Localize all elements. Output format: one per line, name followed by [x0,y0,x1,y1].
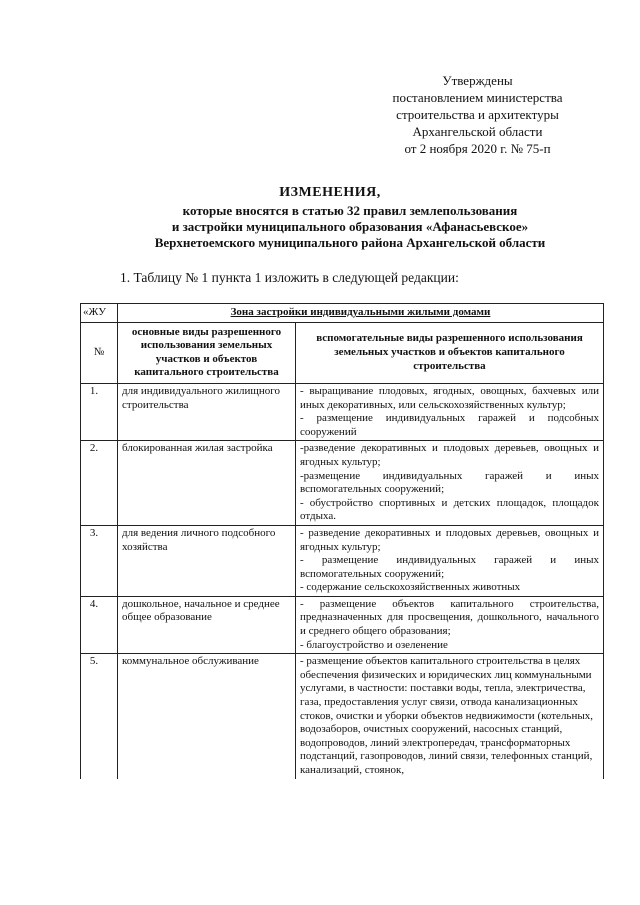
row-auxiliary-uses: - выращивание плодовых, ягодных, овощных, бахчевых или иных декоративных, или сельскохозяйственных культур; - размещение индивидуальных гаражей и подсобных сооружений [296,383,604,440]
row-main-use: дошкольное, начальное и среднее общее образование [118,596,296,653]
zone-header-row [81,304,604,323]
table-row [81,525,604,596]
column-header-row [81,322,604,383]
approval-line: постановлением министерства [392,90,563,105]
document-title: ИЗМЕНЕНИЯ, [279,185,381,200]
subtitle-line: которые вносятся в статью 32 правил землепользования [182,203,518,218]
subtitle-line: Верхнетоемского муниципального района Архангельской области [154,235,546,250]
zone-title: Зона застройки индивидуальными жилыми домами [118,304,604,323]
row-auxiliary-uses: - размещение объектов капитального строительства, предназначенных для просвещения, дошкольного, начального и среднего общего образования; - благоустройство и озеленение [296,596,604,653]
approval-line: Утверждены [442,73,513,88]
zoning-table [80,303,604,779]
row-main-use: блокированная жилая застройка [118,441,296,526]
table-row [81,596,604,653]
document-subtitle [100,203,600,251]
column-header-main-uses: основные виды разрешенного использования земельных участков и объектов капитального строительства [118,322,296,383]
row-auxiliary-uses: - разведение декоративных и плодовых деревьев, овощных и ягодных культур; - размещение индивидуальных гаражей и иных вспомогательных сооружений; - содержание сельскохозяйственных животных [296,525,604,596]
zone-code: «ЖУ [81,304,118,323]
approval-line: Архангельской области [412,124,543,139]
row-main-use: коммунальное обслуживание [118,654,296,779]
row-number: 1. [81,383,118,440]
row-auxiliary-uses: - размещение объектов капитального строительства в целях обеспечения физических и юридических лиц коммунальными услугами, в частности: поставки воды, тепла, электричества, газа, предоставления услуг связи, отвода канализационных стоков, очистки и уборки объектов недвижимости (котельных, водозаборов, очистных сооружений, насосных станций, водопроводов, линий электропередач, трансформаторных подстанций, газопроводов, линий связи, телефонных станций, канализаций, стоянок, [296,654,604,779]
subtitle-line: и застройки муниципального образования «Афанасьевское» [171,219,529,234]
row-number: 5. [81,654,118,779]
row-number: 2. [81,441,118,526]
row-auxiliary-uses: -разведение декоративных и плодовых деревьев, овощных и ягодных культур; -размещение индивидуальных гаражей и иных вспомогательных сооружений; - обустройство спортивных и детских площадок, площадок отдыха. [296,441,604,526]
row-number: 4. [81,596,118,653]
column-header-number: № [81,322,118,383]
intro-paragraph: 1. Таблицу № 1 пункта 1 изложить в следующей редакции: [120,270,459,285]
column-header-auxiliary-uses: вспомогательные виды разрешенного использования земельных участков и объектов капитального строительства [296,322,604,383]
row-main-use: для индивидуального жилищного строительства [118,383,296,440]
table-row [81,441,604,526]
table-row [81,383,604,440]
approval-line: строительства и архитектуры [396,107,559,122]
approval-line: от 2 ноября 2020 г. № 75-п [404,141,551,156]
row-main-use: для ведения личного подсобного хозяйства [118,525,296,596]
table-row [81,654,604,779]
row-number: 3. [81,525,118,596]
approval-block [360,72,595,157]
